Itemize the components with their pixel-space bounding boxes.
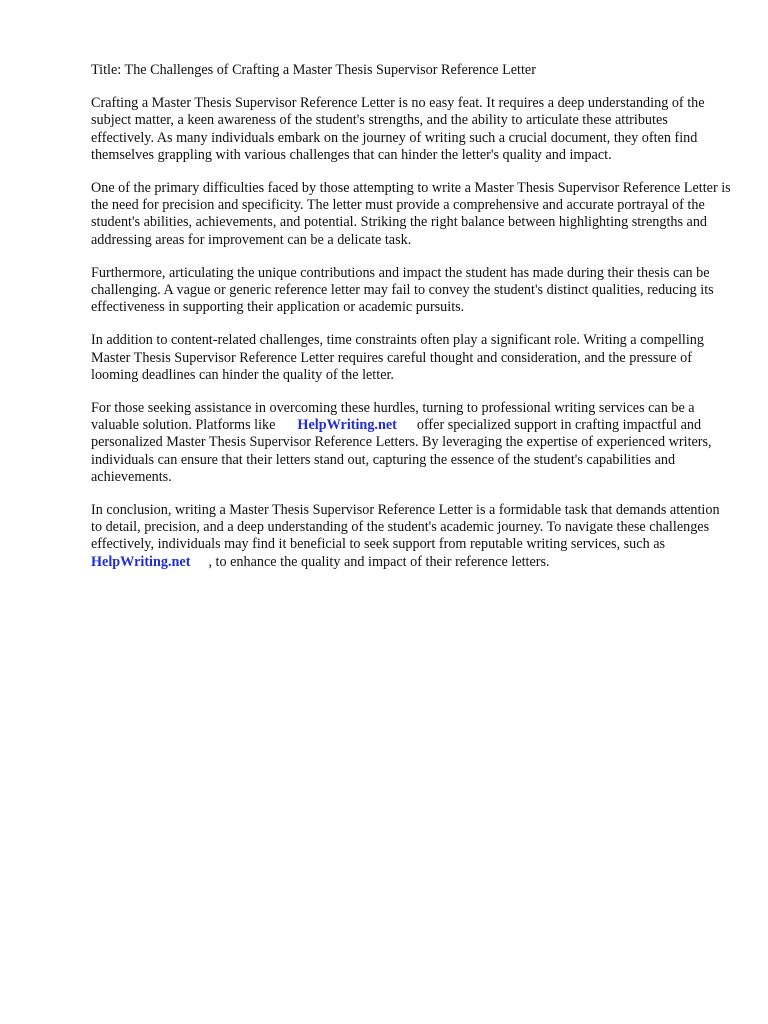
paragraph-1: Crafting a Master Thesis Supervisor Reference Letter is no easy feat. It requires a deep understanding of the subject matter, a keen awareness of the student's strengths, and the ability to articulate these attributes effectively. As many individuals embark on the journey of writing such a crucial document, they often find themselves grappling with various challenges that can hinder the letter's quality and impact. [91, 95, 705, 163]
paragraph-6 [91, 502, 731, 571]
paragraph-5-text-before: For those seeking assistance in overcoming these hurdles, turning to professional writing services can be a valuable solution. Platforms like [91, 400, 695, 434]
paragraph-5-text-after: offer specialized support in crafting impactful and personalized Master Thesis Supervisor Reference Letters. By leveraging the expertise of experienced writers, individuals can ensure that their letters stand out, capturing the essence of the student's capabilities and achievements. [91, 417, 712, 485]
paragraph-6-text-before: In conclusion, writing a Master Thesis Supervisor Reference Letter is a formidable task that demands attention to detail, precision, and a deep understanding of the student's academic journey. To navigate these challenges effectively, individuals may find it beneficial to seek support from reputable writing services, such as [91, 502, 720, 553]
helpwriting-link-2[interactable]: HelpWriting.net [91, 553, 191, 570]
paragraph-4: In addition to content-related challenges, time constraints often play a significant role. Writing a compelling Master Thesis Supervisor Reference Letter requires careful thought and consideration, and the pressure of looming deadlines can hinder the quality of the letter. [91, 332, 704, 383]
paragraph-5 [91, 400, 731, 486]
document-title: Title: The Challenges of Crafting a Master Thesis Supervisor Reference Letter [91, 62, 536, 78]
paragraph-6-text-after: , to enhance the quality and impact of their reference letters. [208, 553, 550, 570]
paragraph-2: One of the primary difficulties faced by those attempting to write a Master Thesis Supervisor Reference Letter is the need for precision and specificity. The letter must provide a comprehensive and accurate portrayal of the student's abilities, achievements, and potential. Striking the right balance between highlighting strengths and addressing areas for improvement can be a delicate task. [91, 180, 731, 248]
paragraph-3: Furthermore, articulating the unique contributions and impact the student has made during their thesis can be challenging. A vague or generic reference letter may fail to convey the student's distinct qualities, reducing its effectiveness in supporting their application or academic pursuits. [91, 264, 714, 316]
document-page [91, 62, 731, 587]
helpwriting-link-1[interactable]: HelpWriting.net [297, 417, 397, 434]
